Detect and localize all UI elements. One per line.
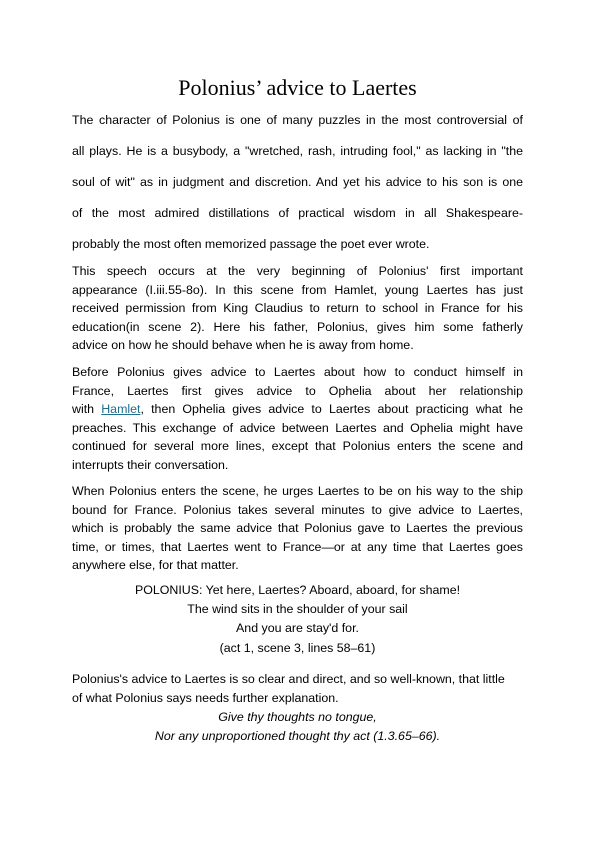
text-line-with-link <box>72 400 523 419</box>
text-line: soul of wit" as in judgment and discretion. And yet his advice to his son is one <box>72 175 523 189</box>
verse-line: Nor any unproportioned thought thy act (1.3.65–66). <box>154 729 441 744</box>
text-line: time, or times, that Laertes went to France—or at any time that Laertes goes <box>72 539 523 554</box>
verse-line: Give thy thoughts no tongue, <box>218 710 377 724</box>
text-line: preaches. This exchange of advice between Laertes and Ophelia might have <box>72 420 523 435</box>
text-line: all plays. He is a busybody, a "wretched, rash, intruding fool," as lacking in "the <box>72 144 523 158</box>
page-title: Polonius’ advice to Laertes <box>178 75 417 100</box>
paragraph-polonius-enters <box>72 482 523 575</box>
text-line: This speech occurs at the very beginning of Polonius' first important <box>72 264 523 278</box>
text-line: continued for several more lines, except that Polonius enters the scene and <box>72 439 523 453</box>
quote-line: The wind sits in the shoulder of your sail <box>187 602 408 617</box>
paragraph-advice-summary <box>72 670 523 707</box>
paragraph-intro <box>72 111 523 266</box>
text-line: interrupts their conversation. <box>72 457 229 472</box>
quotation-block <box>0 581 595 658</box>
text-line: When Polonius enters the scene, he urges Laertes to be on his way to the ship <box>72 484 523 498</box>
quote-line: And you are stay'd for. <box>236 621 359 636</box>
text-line: Polonius's advice to Laertes is so clear and direct, and so well-known, that little <box>72 672 505 686</box>
verse-block <box>0 708 595 746</box>
paragraph-speech-context <box>72 262 523 355</box>
text-line: received permission from King Claudius to return to school in France for his <box>72 301 523 315</box>
text-line: anywhere else, for that matter. <box>72 558 239 572</box>
text-line: France, Laertes first gives advice to Ophelia about her relationship <box>72 383 523 398</box>
text-line: probably the most often memorized passage the poet ever wrote. <box>72 237 430 251</box>
text-line: bound for France. Polonius takes several minutes to give advice to Laertes, <box>72 502 523 517</box>
text-line: education(in scene 2). Here his father, Polonius, gives him some fatherly <box>72 319 523 334</box>
text-line: of what Polonius says needs further explanation. <box>72 690 339 705</box>
quote-line: POLONIUS: Yet here, Laertes? Aboard, aboard, for shame! <box>134 583 461 597</box>
paragraph-before-polonius <box>72 363 523 474</box>
quote-citation: (act 1, scene 3, lines 58–61) <box>219 640 376 655</box>
text-line: advice on how he should behave when he is away from home. <box>72 338 414 352</box>
text-line: which is probably the same advice that Polonius gave to Laertes the previous <box>72 521 523 535</box>
text-line: appearance (I.iii.55-8o). In this scene from Hamlet, young Laertes has just <box>72 282 523 297</box>
text-line: Before Polonius gives advice to Laertes about how to conduct himself in <box>72 365 523 379</box>
hamlet-link[interactable]: Hamlet <box>101 402 141 416</box>
text-fragment: , then Ophelia gives advice to Laertes about practicing what he <box>140 402 523 416</box>
text-line: The character of Polonius is one of many puzzles in the most controversial of <box>72 113 523 127</box>
text-fragment: with <box>72 402 102 416</box>
text-line: of the most admired distillations of practical wisdom in all Shakespeare- <box>72 206 523 220</box>
